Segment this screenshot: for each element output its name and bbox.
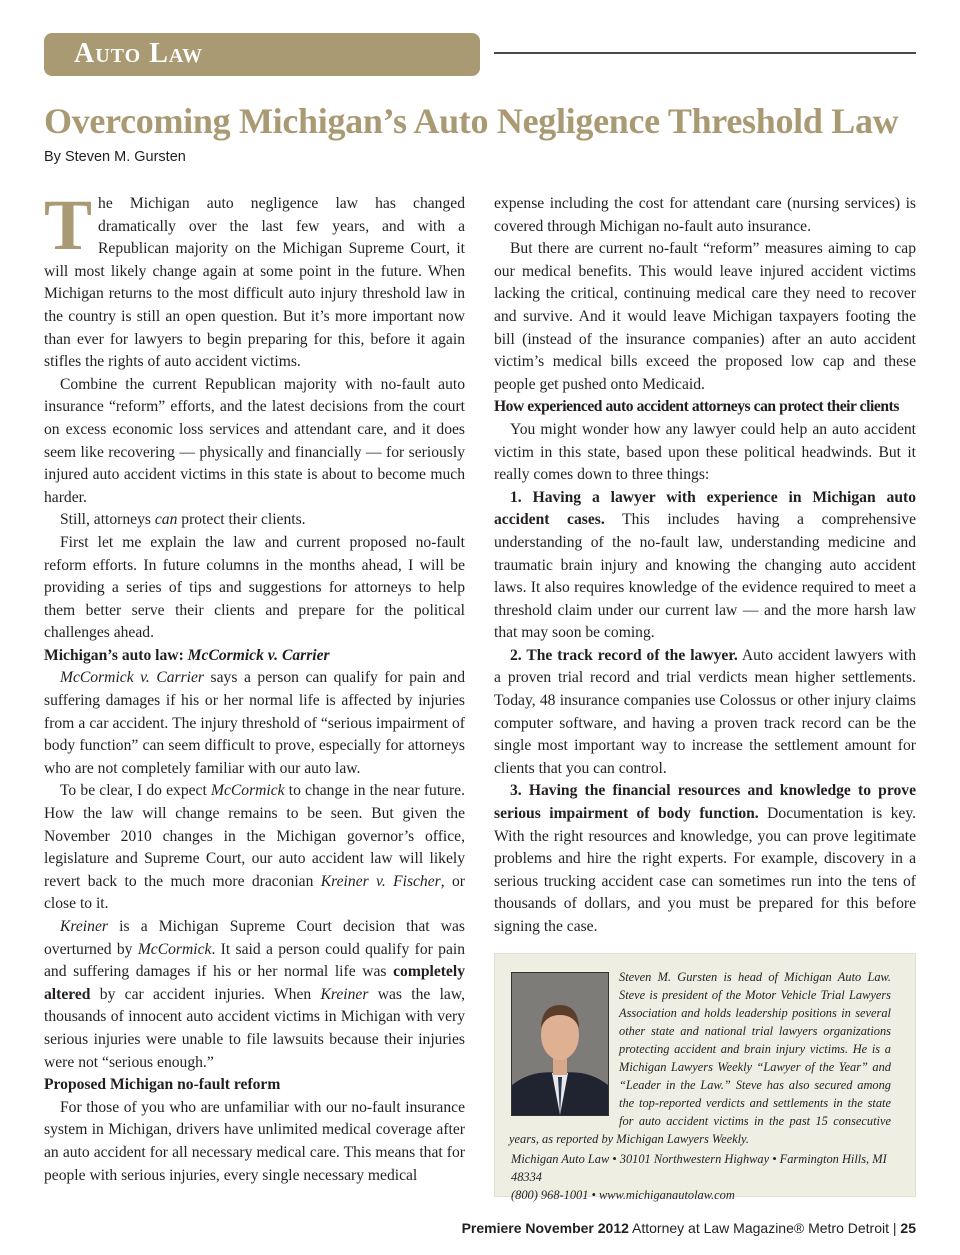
paragraph: Kreiner is a Michigan Supreme Court decision that was overturned by McCormick. It said a person could qualify for pain and suffering damages if his or her normal life was completely altered by car accident injuries. When Kreiner was the law, thousands of innocent auto accident victims in Michigan with very serious injuries were unable to file lawsuits because their injuries were not “serious enough.” xyxy=(44,918,465,1071)
section-label: Auto Law xyxy=(74,38,204,69)
paragraph: You might wonder how any lawyer could help an auto accident victim in this state, based upon these political headwinds. But it really comes down to three things: xyxy=(494,420,916,484)
section-heading: Proposed Michigan no-fault reform xyxy=(44,1076,281,1094)
left-column xyxy=(44,185,465,1187)
issue-label: Premiere November 2012 xyxy=(461,1220,629,1236)
paragraph: The Michigan auto negligence law has changed dramatically over the last few years, and with a Republican majority on the Michigan Supreme Court, it will most likely change again at some point in the future. When Michigan returns to the most difficult auto injury threshold law in the country is still an open question. But it’s more important now than ever for lawyers to begin preparing for this, before it again stifles the rights of auto accident victims. xyxy=(44,185,465,371)
article-title: Overcoming Michigan’s Auto Negligence Threshold Law xyxy=(44,101,899,141)
drop-cap: T xyxy=(44,185,93,265)
paragraph: Still, attorneys can protect their clients. xyxy=(60,511,306,529)
footer-separator: | xyxy=(889,1220,901,1236)
section-heading: How experienced auto accident attorneys can protect their clients xyxy=(494,398,899,416)
list-item: 2. The track record of the lawyer. Auto accident lawyers with a proven trial record and trial verdicts mean higher settlements. Today, 48 insurance companies use Colossus or other injury claims computer software, and having a proven track record can be the single most important way to increase the settlement amount for clients that you can control. xyxy=(494,646,916,777)
header-rule xyxy=(494,52,916,54)
author-address: Michigan Auto Law • 30101 Northwestern Highway • Farmington Hills, MI 48334 xyxy=(511,1152,887,1184)
paragraph: For those of you who are unfamiliar with our no-fault insurance system in Michigan, drivers have unlimited medical coverage after an auto accident for all necessary medical care. This means that for people with serious injuries, every single necessary medical xyxy=(44,1098,465,1184)
magazine-name: Attorney at Law Magazine® Metro Detroit xyxy=(628,1220,889,1236)
paragraph: To be clear, I do expect McCormick to change in the near future. How the law will change remains to be seen. But given the November 2010 changes in the Michigan governor’s office, legislature and Supreme Court, our auto accident law will likely revert back to the much more draconian Kreiner v. Fischer, or close to it. xyxy=(44,782,465,913)
paragraph: But there are current no-fault “reform” measures aiming to cap our medical benefits. This would leave injured accident victims lacking the critical, continuing medical care they need to recover and survive. And it would leave Michigan taxpayers footing the bill (instead of the insurance companies) after an auto accident victim’s medical bills exceed the proposed low cap and these people get pushed onto Medicaid. xyxy=(494,240,916,393)
byline: By Steven M. Gursten xyxy=(44,149,186,165)
section-tab xyxy=(44,33,480,76)
author-bio-box xyxy=(494,953,916,1202)
page-number: 25 xyxy=(900,1220,916,1236)
section-heading: Michigan’s auto law: McCormick v. Carrier xyxy=(44,646,330,664)
paragraph: McCormick v. Carrier says a person can qualify for pain and suffering damages if his or her normal life is affected by injuries from a car accident. The injury threshold of “serious impairment of body function” can seem difficult to prove, especially for attorneys who are not completely familiar with our auto law. xyxy=(44,669,465,777)
paragraph: First let me explain the law and current proposed no-fault reform efforts. In future columns in the months ahead, I will be providing a series of tips and suggestions for attorneys to help them better serve their clients and prepare for the political challenges ahead. xyxy=(44,533,465,642)
right-column xyxy=(494,193,916,939)
paragraph: Combine the current Republican majority with no-fault auto insurance “reform” efforts, and the latest decisions from the court on excess economic loss services and attendant care, and it does seem like recovering — physically and financially — for seriously injured auto accident victims in this state is about to become much harder. xyxy=(44,375,465,506)
paragraph: expense including the cost for attendant care (nursing services) is covered through Michigan no-fault auto insurance. xyxy=(494,195,916,235)
author-contact xyxy=(511,1150,911,1204)
list-item: 1. Having a lawyer with experience in Michigan auto accident cases. This includes having a comprehensive understanding of the no-fault law, understanding medicine and traumatic brain injury and knowing the changing auto accident laws. It also requires knowledge of the evidence required to meet a threshold claim under our current law — and the more harsh law that may soon be coming. xyxy=(494,488,916,642)
author-phone-web: (800) 968-1001 • www.michiganautolaw.com xyxy=(511,1188,735,1202)
page-footer xyxy=(462,1220,916,1236)
author-bio: Steven M. Gursten is head of Michigan Auto Law. Steve is president of the Motor Vehicle Trial Lawyers Association and holds leadership positions in several other state and national trial lawyers organizations protecting accident and brain injury victims. He is a Michigan Lawyers Weekly “Lawyer of the Year” and “Leader in the Law.” Steve has also secured among the top-reported verdicts and settlements in the state for auto accident victims in the past 15 consecutive years, as reported by Michigan Lawyers Weekly. xyxy=(509,970,891,1146)
list-item: 3. Having the financial resources and knowledge to prove serious impairment of body function. Documentation is key. With the right resources and knowledge, you can prove legitimate problems and hire the right experts. For example, discovery in a serious trucking accident case can sometimes run into the tens of thousands of dollars, and you must be prepared for this before signing the case. xyxy=(494,782,916,935)
